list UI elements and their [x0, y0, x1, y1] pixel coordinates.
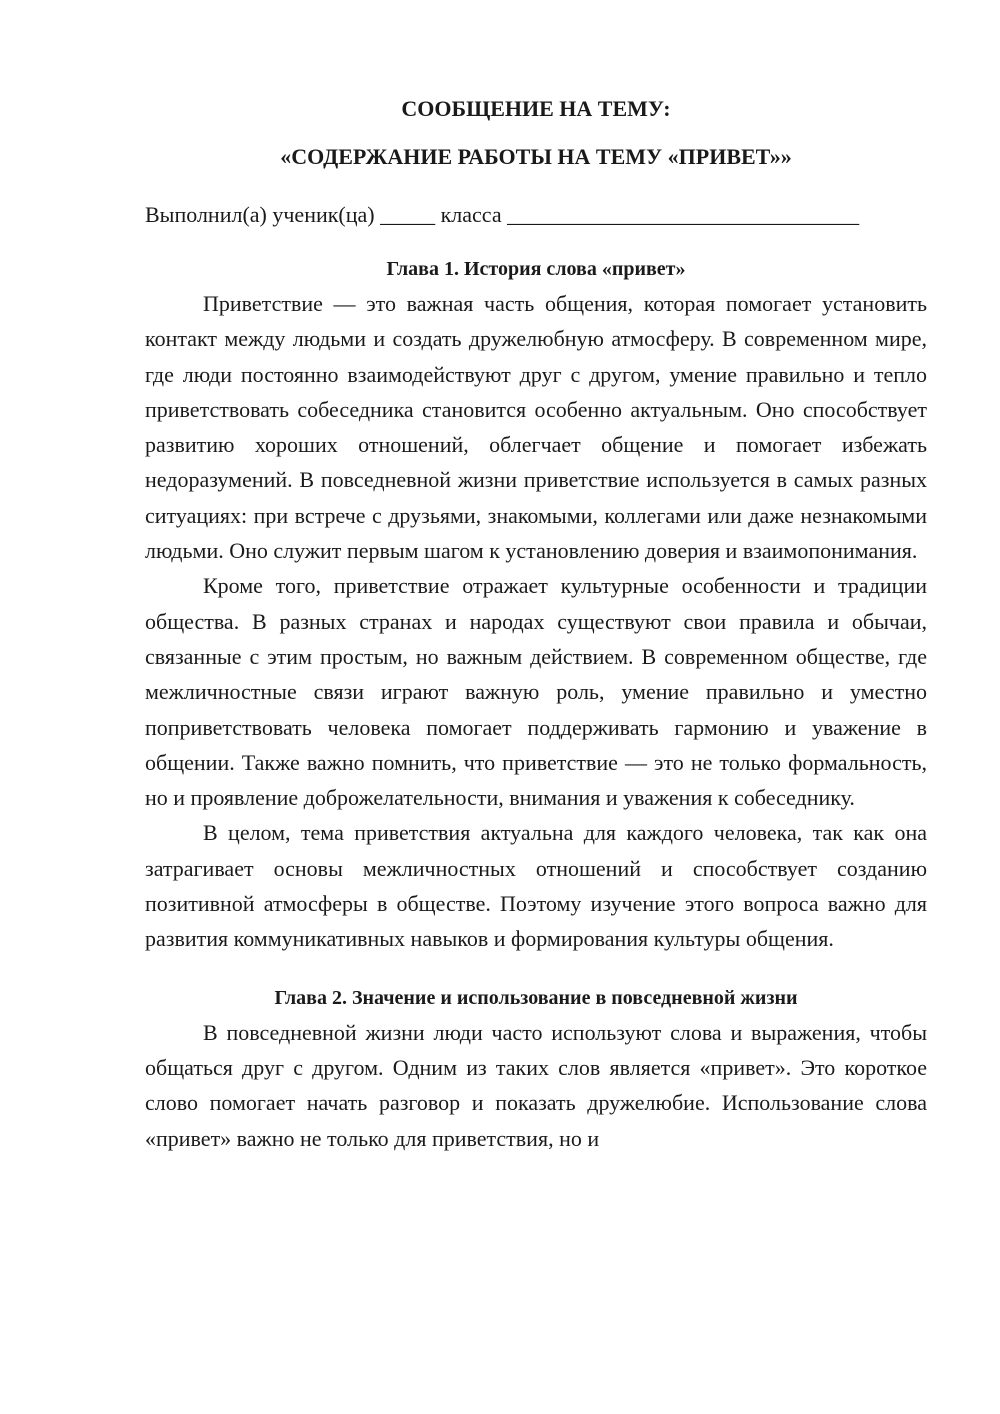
- document-title: СООБЩЕНИЕ НА ТЕМУ:: [401, 96, 671, 121]
- document-subtitle: «СОДЕРЖАНИЕ РАБОТЫ НА ТЕМУ «ПРИВЕТ»»: [280, 144, 792, 169]
- chapter-1-heading: Глава 1. История слова «привет»: [386, 258, 686, 280]
- chapter-2-heading: Глава 2. Значение и использование в повседневной жизни: [274, 986, 798, 1009]
- chapter-1: [145, 252, 927, 957]
- author-line: Выполнил(а) ученик(ца) _____ класса ________________________________: [145, 202, 860, 227]
- chapter-1-paragraph-1: Приветствие — это важная часть общения, которая помогает установить контакт между людьми и создать дружелюбную атмосферу. В современном мире, где люди постоянно взаимодействуют друг с другом, умение правильно и тепло приветствовать собеседника становится особенно актуальным. Оно способствует развитию хороших отношений, облегчает общение и помогает избежать недоразумений. В повседневной жизни приветствие используется в самых разных ситуациях: при встрече с друзьями, знакомыми, коллегами или даже незнакомыми людьми. Оно служит первым шагом к установлению доверия и взаимопонимания.: [145, 291, 927, 564]
- chapter-1-paragraph-3: В целом, тема приветствия актуальна для каждого человека, так как она затрагивает основы межличностных отношений и способствует созданию позитивной атмосферы в обществе. Поэтому изучение этого вопроса важно для развития коммуникативных навыков и формирования культуры общения.: [145, 820, 927, 952]
- chapter-1-paragraph-2: Кроме того, приветствие отражает культурные особенности и традиции общества. В разных странах и народах существуют свои правила и обычаи, связанные с этим простым, но важным действием. В современном обществе, где межличностные связи играют важную роль, умение правильно и уместно поприветствовать человека помогает поддерживать гармонию и уважение в общении. Также важно помнить, что приветствие — это не только формальность, но и проявление доброжелательности, внимания и уважения к собеседнику.: [145, 573, 927, 811]
- chapter-2: [145, 981, 927, 1156]
- chapter-2-paragraph-1: В повседневной жизни люди часто используют слова и выражения, чтобы общаться друг с другом. Одним из таких слов является «привет». Это короткое слово помогает начать разговор и показать дружелюбие. Использование слова «привет» важно не только для приветствия, но и: [145, 1019, 927, 1151]
- document-page: [145, 92, 927, 1156]
